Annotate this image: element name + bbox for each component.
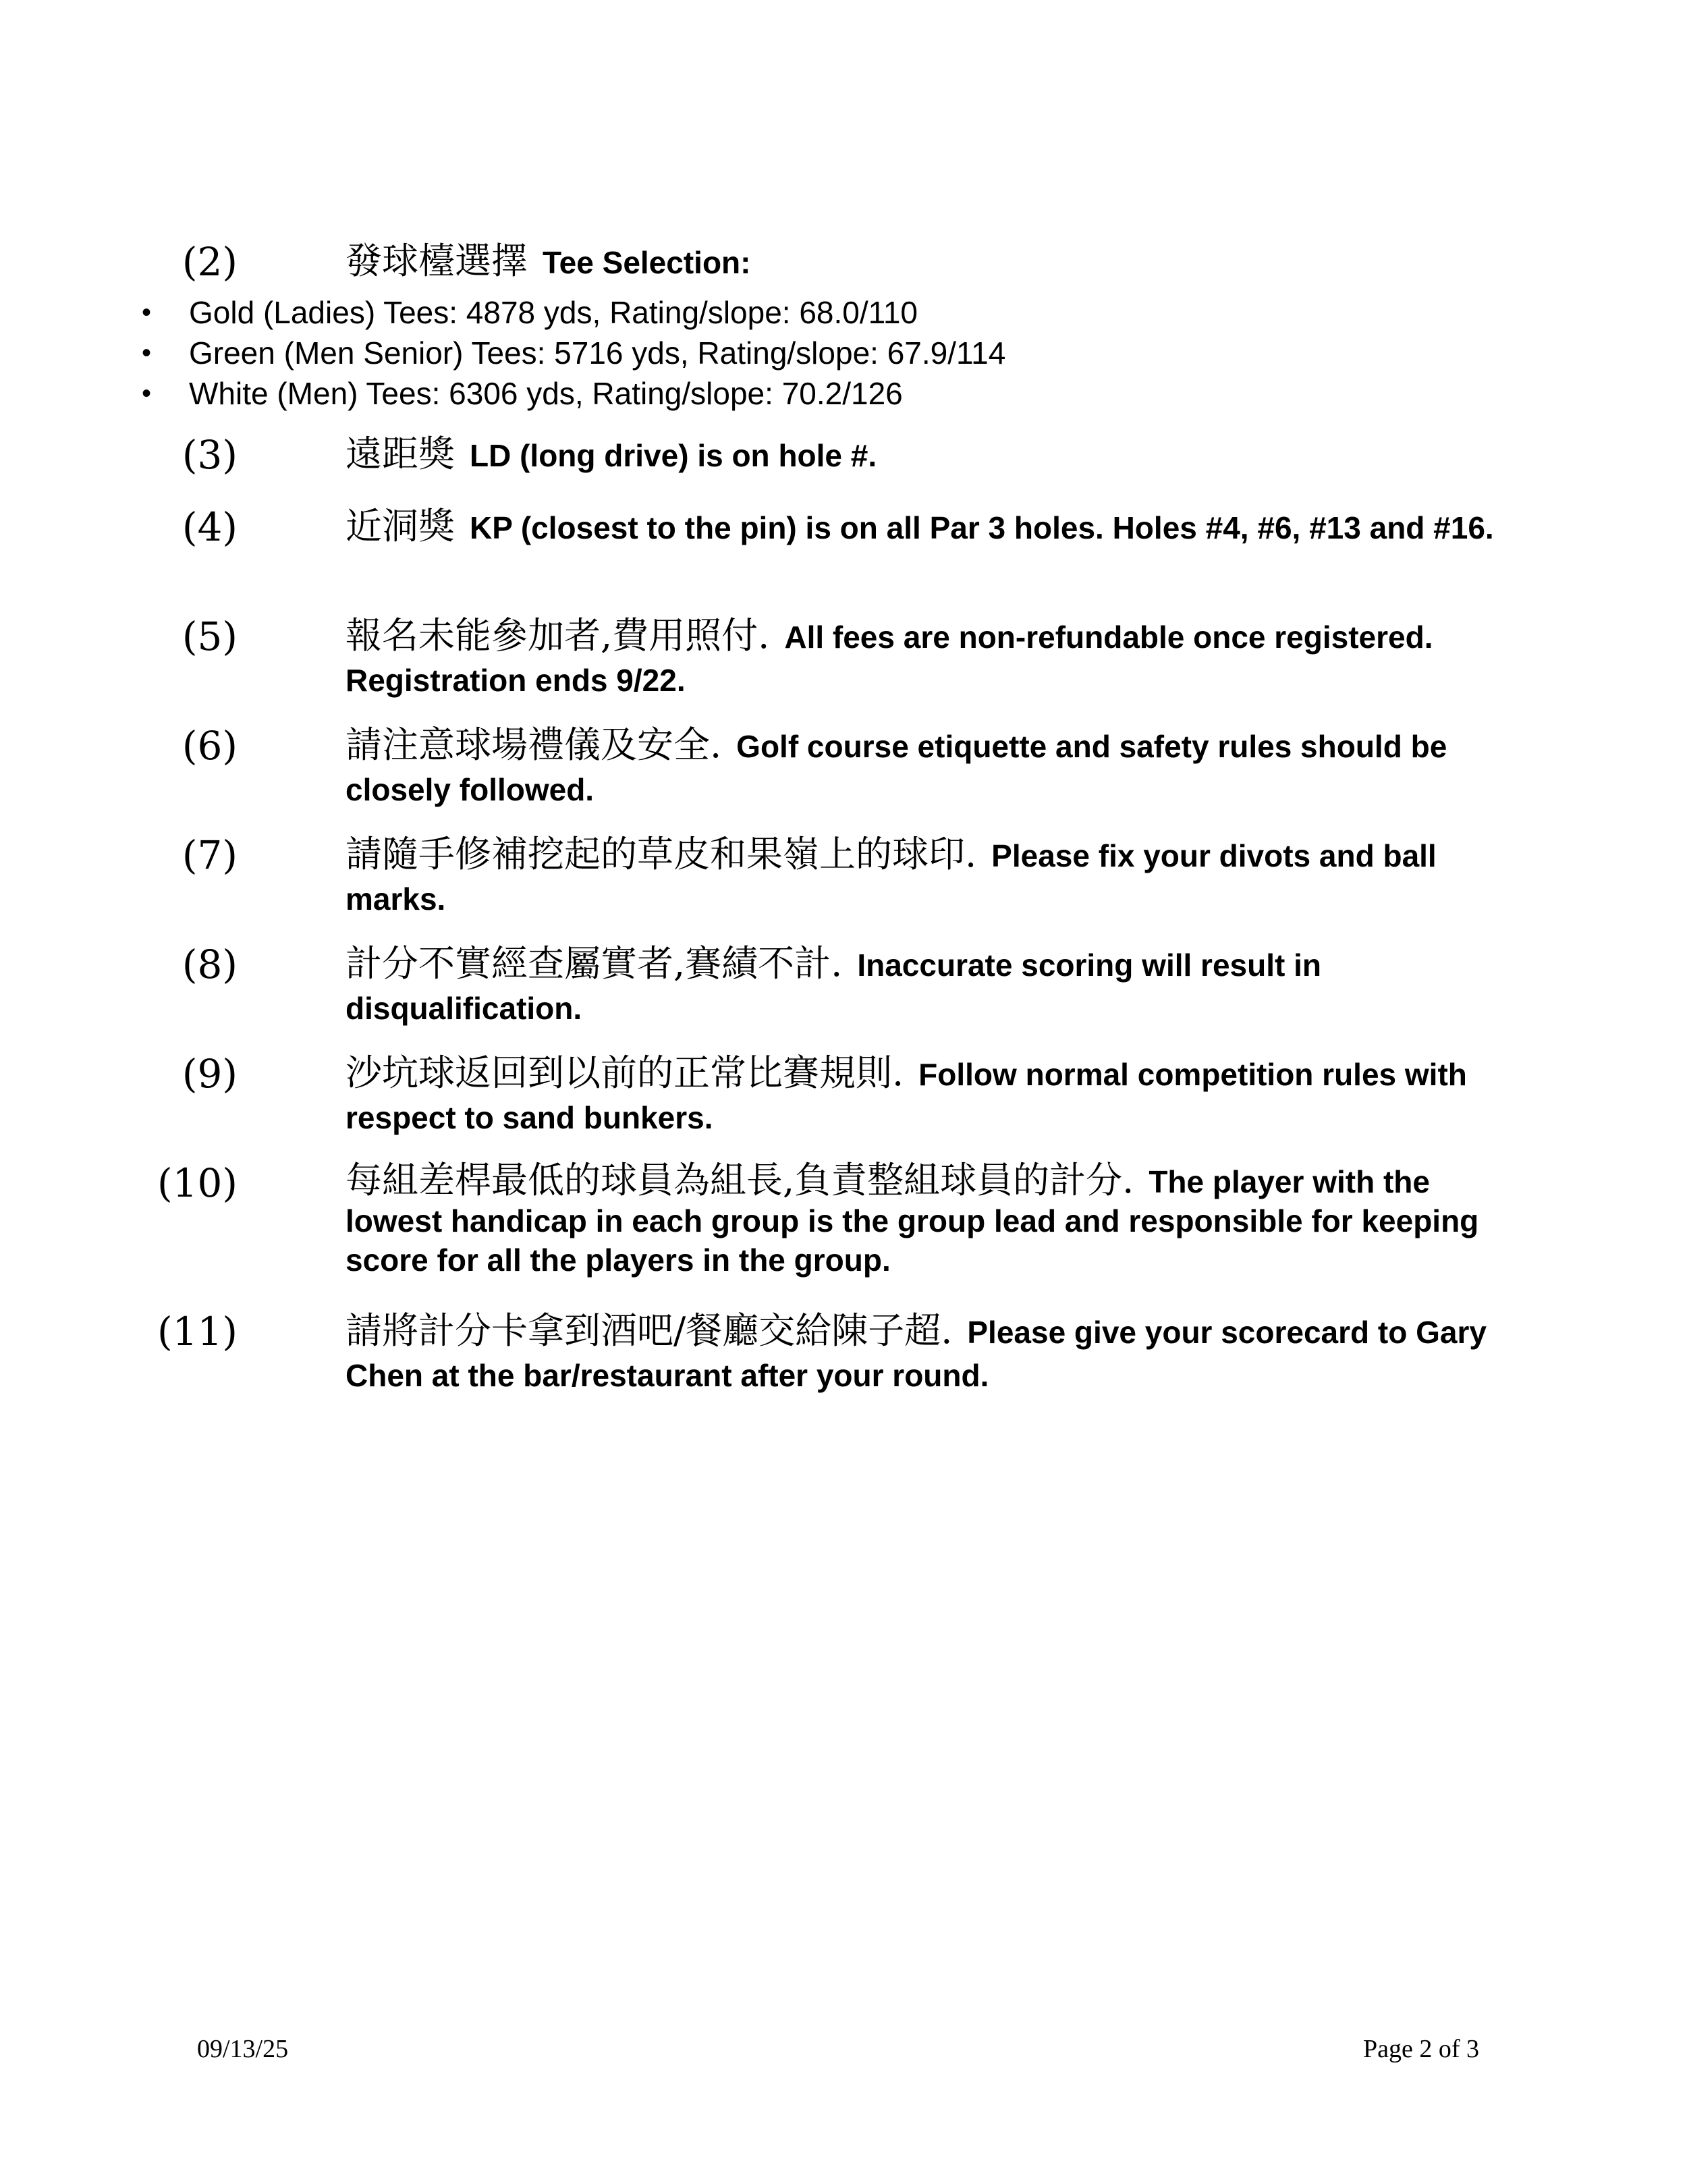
rule-text [345, 240, 1506, 284]
tee-list [142, 292, 1289, 414]
footer-date: 09/13/25 [197, 2035, 289, 2063]
rule-text-chinese: 請將計分卡拿到酒吧/餐廳交給陳子超. [345, 1309, 953, 1352]
bullet-icon: • [142, 338, 152, 368]
rule-text-chinese: 計分不實經查屬實者,賽績不計. [345, 942, 843, 985]
rule-number: (5) [182, 613, 238, 659]
rule-text-english: Please fix your divots and ball marks. [345, 838, 1437, 917]
tee-list-item: • Green (Men Senior) Tees: 5716 yds, Rating/slope: 67.9/114 [142, 333, 1289, 373]
rule-text-english: KP (closest to the pin) is on all Par 3 holes. Holes #4, #6, #13 and #16. [470, 510, 1494, 545]
rule-text [345, 614, 1506, 702]
rule-number: (10) [157, 1160, 238, 1206]
rule-text-english: LD (long drive) is on hole #. [470, 438, 877, 473]
rule-text-chinese: 發球檯選擇 [345, 240, 528, 282]
rule-text-chinese: 每組差桿最低的球員為組長,負責整組球員的計分. [345, 1159, 1134, 1201]
bullet-icon: • [142, 298, 152, 327]
rule-text-chinese: 請隨手修補挖起的草皮和果嶺上的球印. [345, 833, 977, 875]
rule-text [345, 505, 1506, 549]
rule-number: (2) [182, 239, 238, 285]
rule-number: (3) [182, 432, 238, 478]
rule-text-english: All fees are non-refundable once registered. Registration ends 9/22. [345, 620, 1433, 698]
tee-list-item: • White (Men) Tees: 6306 yds, Rating/slope: 70.2/126 [142, 373, 1289, 414]
rule-text-english: Follow normal competition rules with respect to sand bunkers. [345, 1057, 1467, 1135]
rule-number: (8) [182, 941, 238, 987]
rule-text-chinese: 請注意球場禮儀及安全. [345, 724, 722, 766]
rule-number: (9) [182, 1051, 238, 1097]
rule-text [345, 833, 1506, 921]
rule-text [345, 1309, 1506, 1397]
rule-number: (6) [182, 723, 238, 769]
tee-list-item: • Gold (Ladies) Tees: 4878 yds, Rating/slope: 68.0/110 [142, 292, 1289, 333]
rule-text-chinese: 沙坑球返回到以前的正常比賽規則. [345, 1052, 904, 1094]
rule-text [345, 942, 1506, 1030]
rule-text-english: The player with the lowest handicap in each group is the group lead and responsible for keeping score for all the players in the group. [345, 1164, 1479, 1278]
rule-text [345, 724, 1506, 811]
rule-text [345, 1161, 1506, 1280]
rule-text-chinese: 報名未能參加者,費用照付. [345, 614, 770, 657]
rule-number: (7) [182, 832, 238, 878]
rule-text-chinese: 遠距獎 [345, 433, 455, 475]
rule-number: (4) [182, 504, 238, 550]
rule-text-chinese: 近洞獎 [345, 505, 455, 547]
rule-text-english: Inaccurate scoring will result in disqualification. [345, 948, 1321, 1026]
rule-text [345, 433, 1506, 477]
rule-number: (11) [157, 1309, 238, 1355]
rule-text [345, 1052, 1506, 1139]
rule-text-english: Tee Selection: [543, 245, 751, 280]
bullet-icon: • [142, 379, 152, 408]
rule-text-english: Golf course etiquette and safety rules should be closely followed. [345, 729, 1447, 807]
footer-page-number: Page 2 of 3 [1363, 2035, 1480, 2063]
rule-text-english: Please give your scorecard to Gary Chen at the bar/restaurant after your round. [345, 1315, 1487, 1393]
